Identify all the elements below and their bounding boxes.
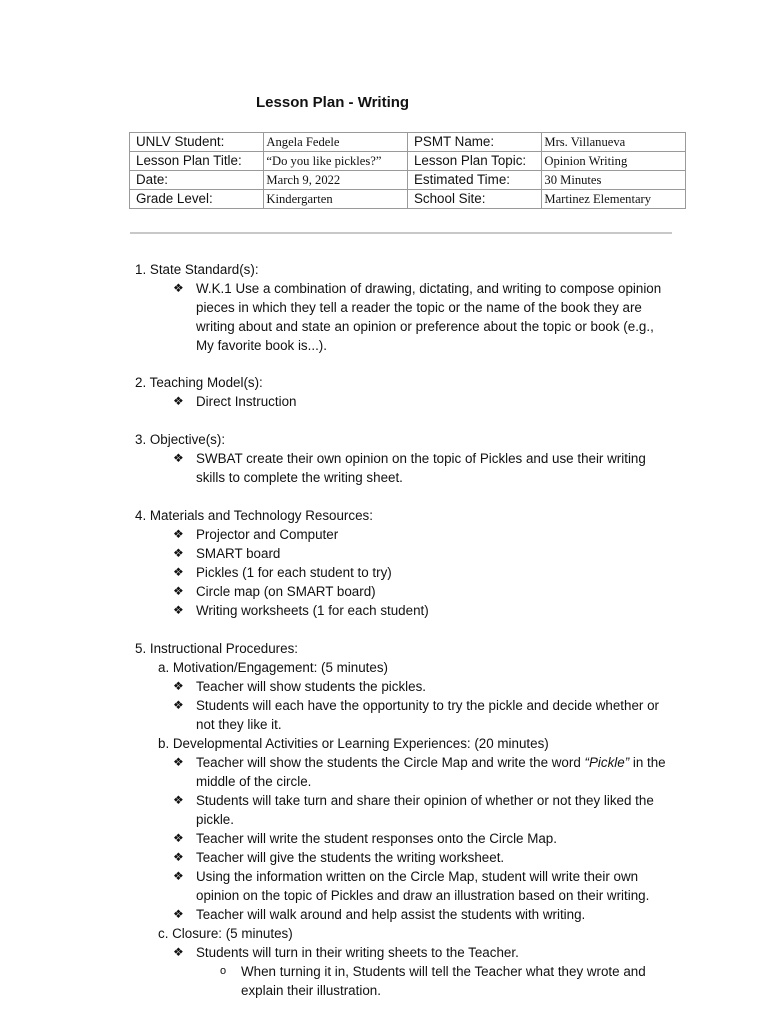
label-psmt-name: PSMT Name: bbox=[407, 133, 541, 152]
diamond-bullet-icon: ❖ bbox=[173, 755, 184, 769]
list-item-text: Teacher will show the students the Circle Map and write the word bbox=[196, 755, 585, 770]
emphasis-pickle: “Pickle” bbox=[584, 755, 630, 770]
list-item: Teacher will give the students the writing worksheet. bbox=[196, 850, 505, 865]
list-item: Projector and Computer bbox=[196, 527, 339, 542]
label-unlv-student: UNLV Student: bbox=[130, 133, 264, 152]
diamond-bullet-icon: ❖ bbox=[173, 831, 184, 845]
list-item: Teacher will write the student responses onto the Circle Map. bbox=[196, 831, 557, 846]
diamond-bullet-icon: ❖ bbox=[173, 869, 184, 883]
page-title: Lesson Plan - Writing bbox=[256, 94, 410, 111]
list-item: W.K.1 Use a combination of drawing, dictating, and writing to compose opinion bbox=[196, 281, 662, 296]
list-item: Pickles (1 for each student to try) bbox=[196, 565, 392, 580]
list-item: Students will each have the opportunity to try the pickle and decide whether or bbox=[196, 698, 659, 713]
list-item: SMART board bbox=[196, 546, 281, 561]
label-lesson-plan-topic: Lesson Plan Topic: bbox=[407, 152, 541, 171]
table-row bbox=[130, 190, 686, 209]
list-item: Teacher will walk around and help assist the students with writing. bbox=[196, 907, 586, 922]
label-lesson-plan-title: Lesson Plan Title: bbox=[130, 152, 264, 171]
diamond-bullet-icon: ❖ bbox=[173, 698, 184, 712]
diamond-bullet-icon: ❖ bbox=[173, 679, 184, 693]
list-item-cont: My favorite book is...). bbox=[196, 338, 327, 353]
table-row bbox=[130, 152, 686, 171]
section-heading-objectives: 3. Objective(s): bbox=[135, 432, 226, 447]
diamond-bullet-icon: ❖ bbox=[173, 281, 184, 295]
list-item-cont: writing about and state an opinion or preference about the topic or book (e.g., bbox=[196, 319, 654, 334]
diamond-bullet-icon: ❖ bbox=[173, 850, 184, 864]
table-row bbox=[130, 133, 686, 152]
label-date: Date: bbox=[130, 171, 264, 190]
list-item: Using the information written on the Circle Map, student will write their own bbox=[196, 869, 639, 884]
diamond-bullet-icon: ❖ bbox=[173, 565, 184, 579]
diamond-bullet-icon: ❖ bbox=[173, 603, 184, 617]
list-item-cont: middle of the circle. bbox=[196, 774, 312, 789]
value-lesson-plan-topic: Opinion Writing bbox=[542, 152, 686, 171]
subsection-heading-motivation: a. Motivation/Engagement: (5 minutes) bbox=[158, 660, 388, 675]
list-item-cont: not they like it. bbox=[196, 717, 282, 732]
value-date: March 9, 2022 bbox=[264, 171, 408, 190]
diamond-bullet-icon: ❖ bbox=[173, 527, 184, 541]
value-unlv-student: Angela Fedele bbox=[264, 133, 408, 152]
diamond-bullet-icon: ❖ bbox=[173, 394, 184, 408]
value-psmt-name: Mrs. Villanueva bbox=[542, 133, 686, 152]
list-item-cont: skills to complete the writing sheet. bbox=[196, 470, 403, 485]
value-grade-level: Kindergarten bbox=[264, 190, 408, 209]
value-estimated-time: 30 Minutes bbox=[542, 171, 686, 190]
list-item: Writing worksheets (1 for each student) bbox=[196, 603, 429, 618]
list-item: Circle map (on SMART board) bbox=[196, 584, 376, 599]
label-grade-level: Grade Level: bbox=[130, 190, 264, 209]
sub-list-item-cont: explain their illustration. bbox=[241, 983, 381, 998]
diamond-bullet-icon: ❖ bbox=[173, 793, 184, 807]
label-school-site: School Site: bbox=[407, 190, 541, 209]
diamond-bullet-icon: ❖ bbox=[173, 584, 184, 598]
list-item: SWBAT create their own opinion on the topic of Pickles and use their writing bbox=[196, 451, 646, 466]
diamond-bullet-icon: ❖ bbox=[173, 451, 184, 465]
table-row bbox=[130, 171, 686, 190]
list-item-cont: pieces in which they tell a reader the topic or the name of the book they are bbox=[196, 300, 642, 315]
list-item-cont: opinion on the topic of Pickles and draw an illustration based on their writing. bbox=[196, 888, 650, 903]
diamond-bullet-icon: ❖ bbox=[173, 945, 184, 959]
label-estimated-time: Estimated Time: bbox=[407, 171, 541, 190]
list-item: Students will take turn and share their opinion of whether or not they liked the bbox=[196, 793, 654, 808]
section-heading-state-standards: 1. State Standard(s): bbox=[135, 262, 259, 277]
diamond-bullet-icon: ❖ bbox=[173, 546, 184, 560]
circle-bullet-icon: o bbox=[220, 965, 227, 977]
subsection-heading-closure: c. Closure: (5 minutes) bbox=[158, 926, 293, 941]
list-item-text: in the bbox=[629, 755, 666, 770]
list-item-cont: pickle. bbox=[196, 812, 234, 827]
list-item bbox=[196, 753, 666, 772]
list-item: Teacher will show students the pickles. bbox=[196, 679, 426, 694]
section-divider bbox=[130, 232, 672, 234]
lesson-info-table bbox=[129, 132, 686, 209]
sub-list-item: When turning it in, Students will tell the Teacher what they wrote and bbox=[241, 964, 646, 979]
value-lesson-plan-title: “Do you like pickles?” bbox=[264, 152, 408, 171]
subsection-heading-developmental: b. Developmental Activities or Learning Experiences: (20 minutes) bbox=[158, 736, 549, 751]
diamond-bullet-icon: ❖ bbox=[173, 907, 184, 921]
section-heading-procedures: 5. Instructional Procedures: bbox=[135, 641, 299, 656]
section-heading-materials: 4. Materials and Technology Resources: bbox=[135, 508, 373, 523]
list-item: Students will turn in their writing sheets to the Teacher. bbox=[196, 945, 519, 960]
value-school-site: Martinez Elementary bbox=[542, 190, 686, 209]
section-heading-teaching-models: 2. Teaching Model(s): bbox=[135, 375, 263, 390]
list-item: Direct Instruction bbox=[196, 394, 297, 409]
